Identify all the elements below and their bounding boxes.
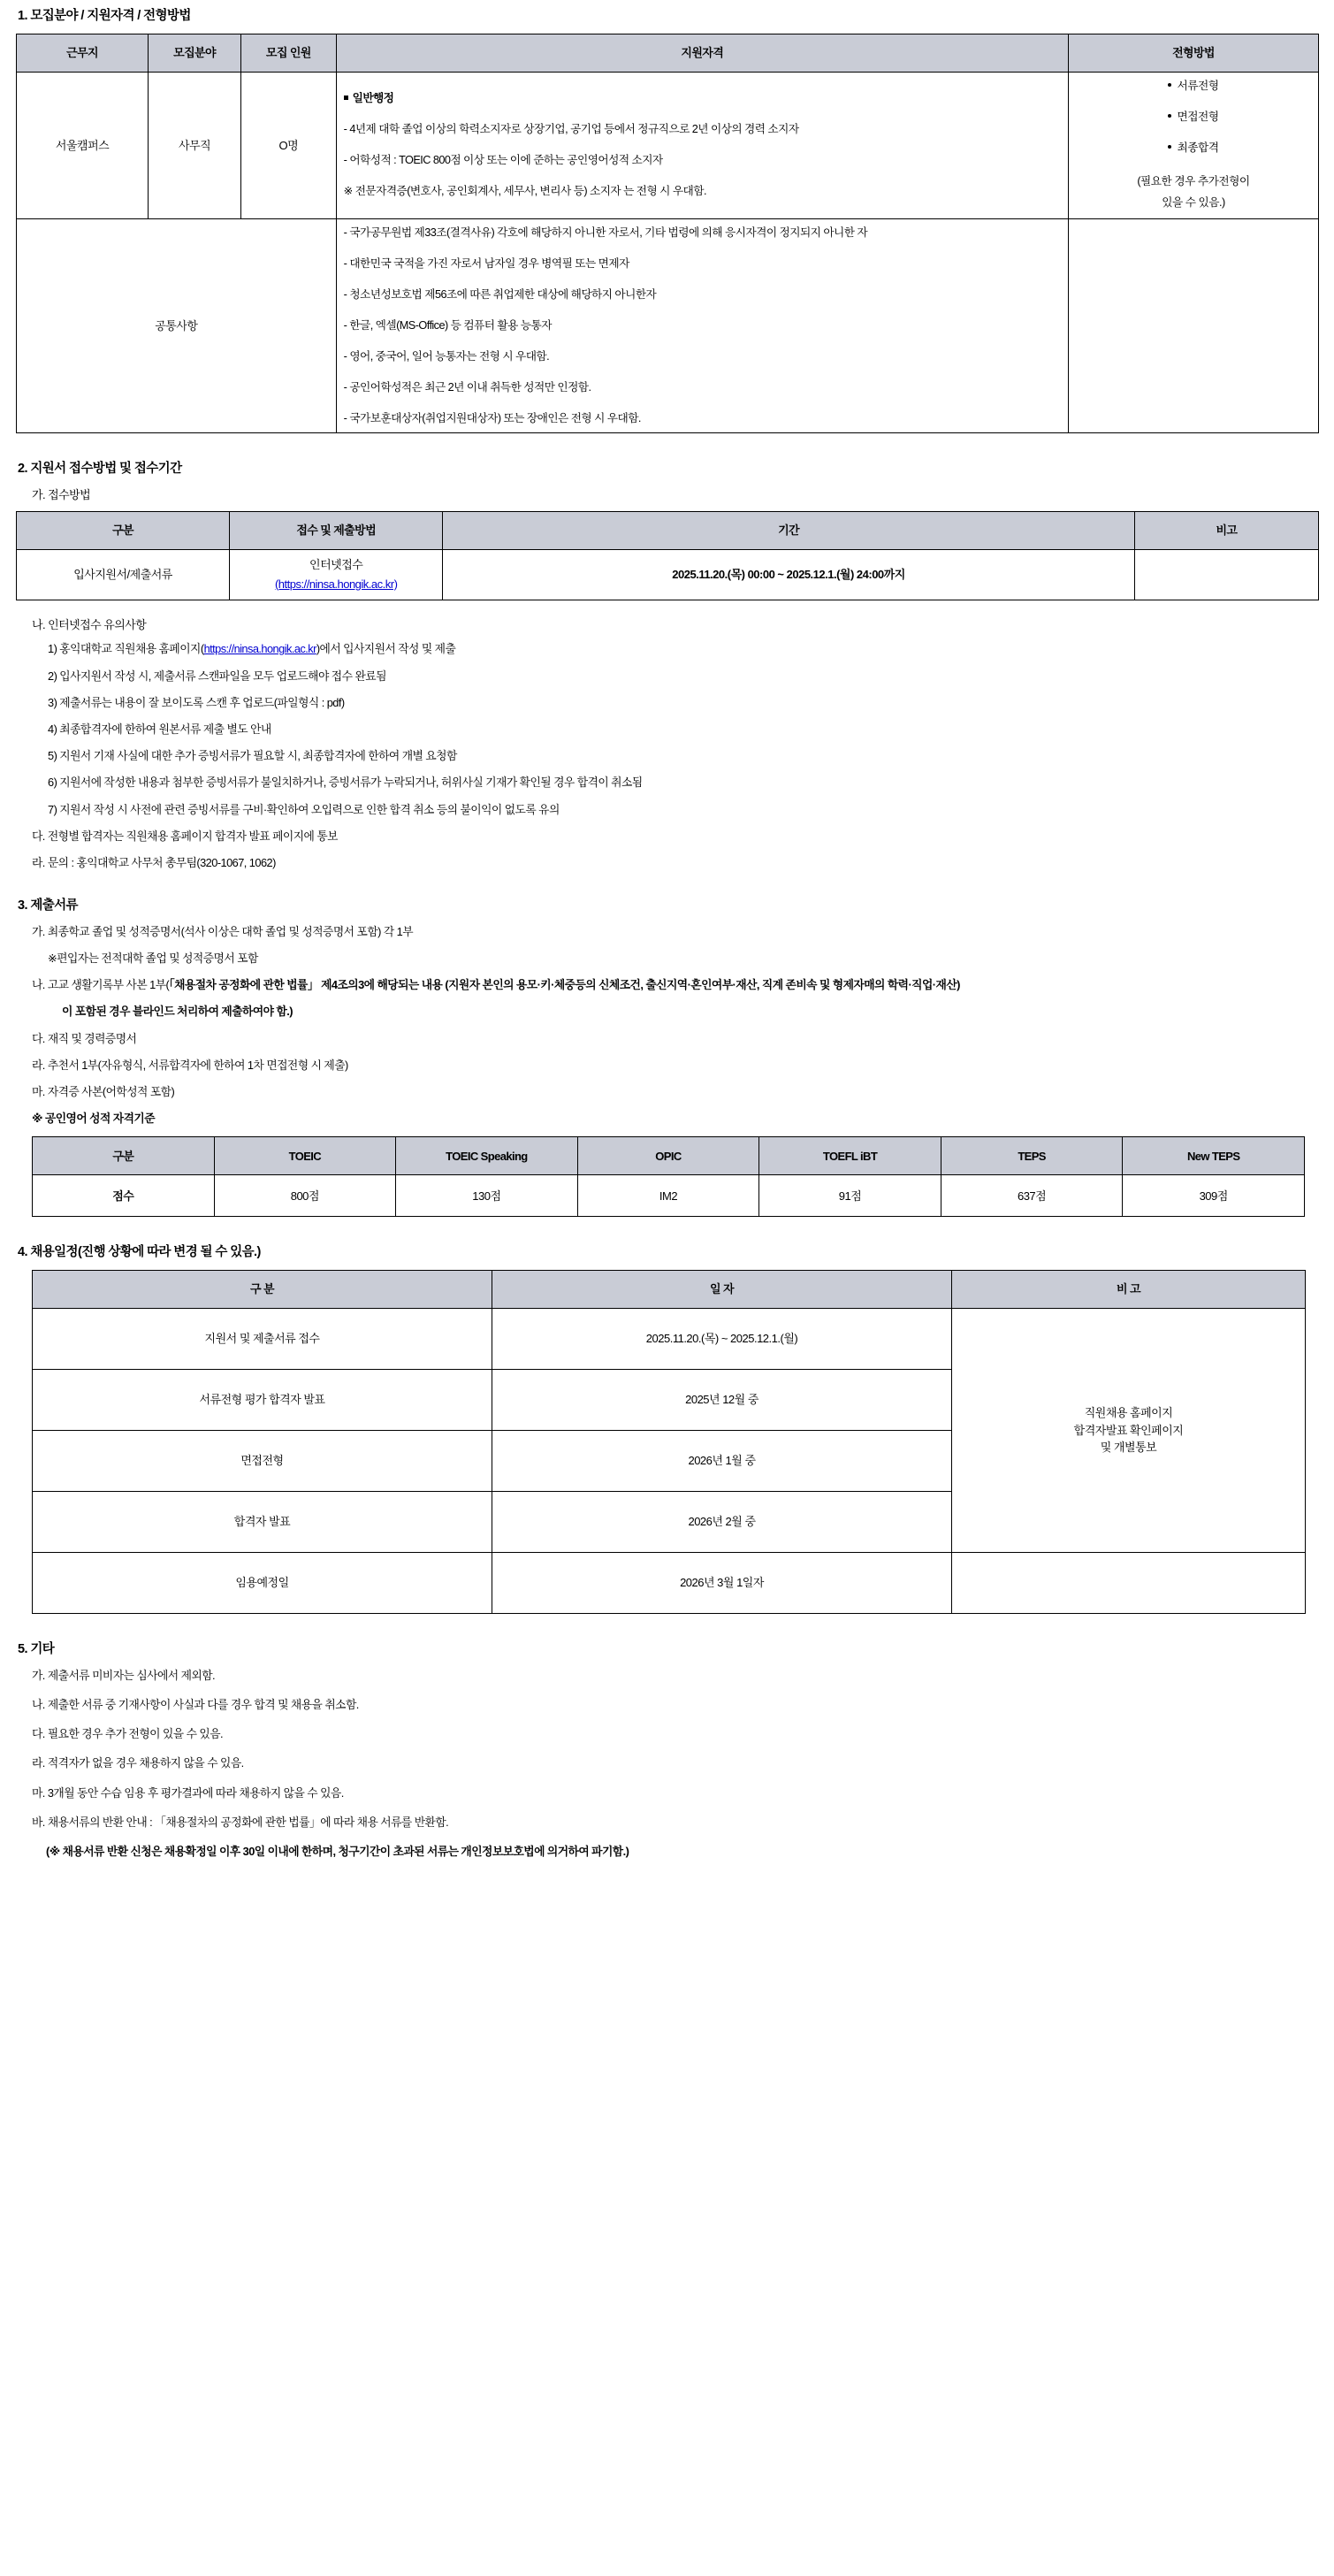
dot-bullet-icon (1168, 145, 1171, 149)
cell-common-requirements (336, 219, 1068, 433)
col-header-division: 구분 (17, 511, 230, 549)
table-row (33, 1309, 1306, 1370)
internet-note-4: 4) 최종합격자에 한하여 원본서류 제출 별도 안내 (48, 722, 271, 736)
qualification-heading: 일반행정 (344, 90, 1061, 107)
col-header-field: 모집분야 (149, 34, 241, 72)
selection-method-note: (필요한 경우 추가전형이 있을 수 있음.) (1137, 174, 1250, 210)
section-5-title: 5. 기타 (18, 1642, 55, 1657)
document-return-note: (※ 채용서류 반환 신청은 채용확정일 이후 30일 이내에 한하며, 청구기간이 초과된 서류는 개인정보보호법에 의거하여 파기함.) (46, 1844, 629, 1858)
cell-schedule-division: 임용예정일 (33, 1553, 492, 1614)
col-header-toeic: TOEIC (214, 1137, 396, 1175)
dot-bullet-icon (1168, 83, 1171, 87)
cell-empty (1068, 219, 1318, 433)
etc-item-e: 마. 3개월 동안 수습 임용 후 평가결과에 따라 채용하지 않을 수 있음. (32, 1785, 344, 1800)
cell-schedule-division: 면접전형 (33, 1431, 492, 1492)
section-2-sub-d: 라. 문의 : 홍익대학교 사무처 총무팀(320-1067, 1062) (32, 855, 276, 869)
col-header-location: 근무지 (17, 34, 149, 72)
table-header-row (17, 511, 1319, 549)
list-item: 서류전형 (1076, 78, 1311, 95)
section-2-sub-c: 다. 전형별 합격자는 직원채용 홈페이지 합격자 발표 페이지에 통보 (32, 829, 338, 843)
cell-field: 사무직 (149, 72, 241, 218)
col-header-toefl-ibt: TOEFL iBT (759, 1137, 941, 1175)
table-row (33, 1175, 1305, 1217)
homepage-link[interactable]: https://ninsa.hongik.ac.kr (203, 642, 316, 656)
etc-item-d: 라. 적격자가 없을 경우 채용하지 않을 수 있음. (32, 1756, 244, 1770)
submit-doc-e: 마. 자격증 사본(어학성적 포함) (32, 1084, 175, 1098)
cell-submit-method (230, 549, 443, 600)
col-header-toeic-speaking: TOEIC Speaking (396, 1137, 578, 1175)
list-item: - 어학성적 : TOEIC 800점 이상 또는 이에 준하는 공인영어성적 소지자 (343, 154, 663, 167)
submit-doc-b: 나. 고교 생활기록부 사본 1부(「채용절차 공정화에 관한 법률」 제4조의3에 해당되는 내용 (지원자 본인의 용모·키·체중등의 신체조건, 출신지역·혼인여부·재산, 직계 존비속 및 형제자매의 학력·직업·재산) (32, 978, 960, 992)
submit-doc-b-line2: 이 포함된 경우 블라인드 처리하여 제출하여야 함.) (62, 1005, 293, 1019)
cell-schedule-date: 2026년 2월 중 (492, 1492, 952, 1553)
col-header-qualification: 지원자격 (336, 34, 1068, 72)
cell-period: 2025.11.20.(목) 00:00 ~ 2025.12.1.(월) 24:00까지 (443, 549, 1135, 600)
list-item: - 대한민국 국적을 가진 자로서 남자일 경우 병역필 또는 면제자 (343, 257, 629, 271)
col-header-new-teps: New TEPS (1123, 1137, 1305, 1175)
submit-doc-b-emphasis: 「채용절차 공정화에 관한 법률」 제4조의3에 해당되는 내용 (지원자 본인의 용모·키·체중등의 신체조건, 출신지역·혼인여부·재산, 직계 존비속 및 형제자매의 학력·직업·재산) (169, 978, 960, 992)
square-bullet-icon (344, 96, 348, 100)
list-item: - 국가공무원법 제33조(결격사유) 각호에 해당하지 아니한 자로서, 기타 법령에 의해 응시자격이 정지되지 아니한 자 (343, 226, 868, 240)
cell-division: 입사지원서/제출서류 (17, 549, 230, 600)
table-header-row (17, 34, 1319, 72)
internet-note-7: 7) 지원서 작성 시 사전에 관련 증빙서류를 구비·확인하여 오입력으로 인한 합격 취소 등의 불이익이 없도록 유의 (48, 802, 560, 816)
etc-item-b: 나. 제출한 서류 중 기재사항이 사실과 다를 경우 합격 및 채용을 취소함. (32, 1698, 359, 1712)
internet-note-2: 2) 입사지원서 작성 시, 제출서류 스캔파일을 모두 업로드해야 접수 완료됨 (48, 669, 386, 683)
table-row (17, 72, 1319, 218)
section-4-title: 4. 채용일정(진행 상황에 따라 변경 될 수 있음.) (18, 1245, 261, 1260)
submit-doc-d: 라. 추천서 1부(자유형식, 서류합격자에 한하여 1차 면접전형 시 제출) (32, 1058, 348, 1072)
list-item: ※ 전문자격증(변호사, 공인회계사, 세무사, 변리사 등) 소지자 는 전형 시 우대함. (343, 185, 706, 198)
section-2-sub-a: 가. 접수방법 (32, 488, 91, 502)
table-header-row (33, 1137, 1305, 1175)
section-1-title: 1. 모집분야 / 지원자격 / 전형방법 (18, 9, 191, 23)
cell-toeic-speaking-score: 130점 (396, 1175, 578, 1217)
internet-note-1: 1) 홍익대학교 직원채용 홈페이지(https://ninsa.hongik.ac.kr)에서 입사지원서 작성 및 제출 (48, 642, 456, 656)
list-item: - 국가보훈대상자(취업지원대상자) 또는 장애인은 전형 시 우대함. (343, 412, 641, 425)
submit-doc-a: 가. 최종학교 졸업 및 성적증명서(석사 이상은 대학 졸업 및 성적증명서 포함) 각 1부 (32, 924, 414, 938)
col-header-period: 기간 (443, 511, 1135, 549)
table-row (17, 549, 1319, 600)
cell-empty (952, 1553, 1306, 1614)
cell-toeic-score: 800점 (214, 1175, 396, 1217)
section-2-title: 2. 지원서 접수방법 및 접수기간 (18, 462, 182, 477)
cell-schedule-date: 2026년 1월 중 (492, 1431, 952, 1492)
cell-new-teps-score: 309점 (1123, 1175, 1305, 1217)
internet-note-3: 3) 제출서류는 내용이 잘 보이도록 스캔 후 업로드(파일형식 : pdf) (48, 695, 345, 709)
col-header-remark: 비고 (1134, 511, 1318, 549)
table-row (33, 1553, 1306, 1614)
submit-doc-a-note: ※편입자는 전적대학 졸업 및 성적증명서 포함 (48, 952, 258, 966)
remark-line: 직원채용 홈페이지 (1084, 1406, 1173, 1420)
etc-item-a: 가. 제출서류 미비자는 심사에서 제외함. (32, 1668, 216, 1682)
cell-schedule-date: 2025년 12월 중 (492, 1370, 952, 1431)
schedule-table (32, 1270, 1306, 1614)
etc-item-c: 다. 필요한 경우 추가 전형이 있을 수 있음. (32, 1727, 224, 1741)
list-item: - 공인어학성적은 최근 2년 이내 취득한 성적만 인정함. (343, 381, 591, 394)
cell-count: O명 (241, 72, 337, 218)
cell-teps-score: 637점 (941, 1175, 1123, 1217)
application-method-table (16, 511, 1319, 600)
internet-note-5: 5) 지원서 기재 사실에 대한 추가 증빙서류가 필요할 시, 최종합격자에 한하여 개별 요청함 (48, 749, 457, 763)
cell-schedule-date: 2026년 3월 1일자 (492, 1553, 952, 1614)
table-header-row (33, 1271, 1306, 1309)
cell-toefl-ibt-score: 91점 (759, 1175, 941, 1217)
col-header-opic: OPIC (577, 1137, 759, 1175)
col-header-division: 구 분 (33, 1271, 492, 1309)
section-2-sub-b: 나. 인터넷접수 유의사항 (32, 617, 147, 631)
list-item: - 청소년성보호법 제56조에 따른 취업제한 대상에 해당하지 아니한자 (343, 288, 657, 302)
english-score-table (32, 1136, 1305, 1217)
list-item: - 4년제 대학 졸업 이상의 학력소지자로 상장기업, 공기업 등에서 정규직으로 2년 이상의 경력 소지자 (343, 123, 799, 136)
col-header-count: 모집 인원 (241, 34, 337, 72)
col-header-teps: TEPS (941, 1137, 1123, 1175)
col-header-method: 전형방법 (1068, 34, 1318, 72)
submit-method-label: 인터넷접수 (309, 557, 363, 571)
cell-selection-method (1068, 72, 1318, 218)
cell-schedule-division: 합격자 발표 (33, 1492, 492, 1553)
col-header-division: 구분 (33, 1137, 215, 1175)
application-site-link[interactable]: (https://ninsa.hongik.ac.kr) (274, 577, 398, 591)
etc-item-f: 바. 채용서류의 반환 안내 : 「채용절차의 공정화에 관한 법률」에 따라 채용 서류를 반환함. (32, 1815, 449, 1829)
qualification-list (344, 121, 1061, 200)
table-row (17, 219, 1319, 433)
cell-remark (1134, 549, 1318, 600)
section-5-body (16, 1667, 1318, 1860)
remark-line: 및 개별통보 (1100, 1441, 1157, 1455)
cell-schedule-date: 2025.11.20.(목) ~ 2025.12.1.(월) (492, 1309, 952, 1370)
list-item: - 한글, 엑셀(MS-Office) 등 컴퓨터 활용 능통자 (343, 319, 552, 333)
cell-opic-score: IM2 (577, 1175, 759, 1217)
cell-location: 서울캠퍼스 (17, 72, 149, 218)
selection-method-list (1076, 78, 1311, 157)
submit-doc-c: 다. 재직 및 경력증명서 (32, 1031, 137, 1045)
col-header-submit-method: 접수 및 제출방법 (230, 511, 443, 549)
list-item: 최종합격 (1076, 140, 1311, 157)
cell-schedule-remark (952, 1309, 1306, 1553)
col-header-date: 일 자 (492, 1271, 952, 1309)
cell-score-label: 점수 (33, 1175, 215, 1217)
dot-bullet-icon (1168, 114, 1171, 118)
internet-note-6: 6) 지원서에 작성한 내용과 첨부한 증빙서류가 불일치하거나, 증빙서류가 누락되거나, 허위사실 기재가 확인될 경우 합격이 취소됨 (48, 776, 643, 790)
common-requirement-list (344, 225, 1061, 427)
recruitment-table (16, 34, 1319, 434)
cell-common-label: 공통사항 (17, 219, 337, 433)
english-score-title: ※ 공인영어 성적 자격기준 (32, 1112, 156, 1126)
remark-line: 합격자발표 확인페이지 (1073, 1423, 1184, 1437)
cell-schedule-division: 지원서 및 제출서류 접수 (33, 1309, 492, 1370)
col-header-remark: 비 고 (952, 1271, 1306, 1309)
list-item: 면접전형 (1076, 109, 1311, 126)
list-item: - 영어, 중국어, 일어 능통자는 전형 시 우대함. (343, 350, 550, 363)
section-3-title: 3. 제출서류 (18, 898, 78, 913)
cell-qualification (336, 72, 1068, 218)
cell-schedule-division: 서류전형 평가 합격자 발표 (33, 1370, 492, 1431)
